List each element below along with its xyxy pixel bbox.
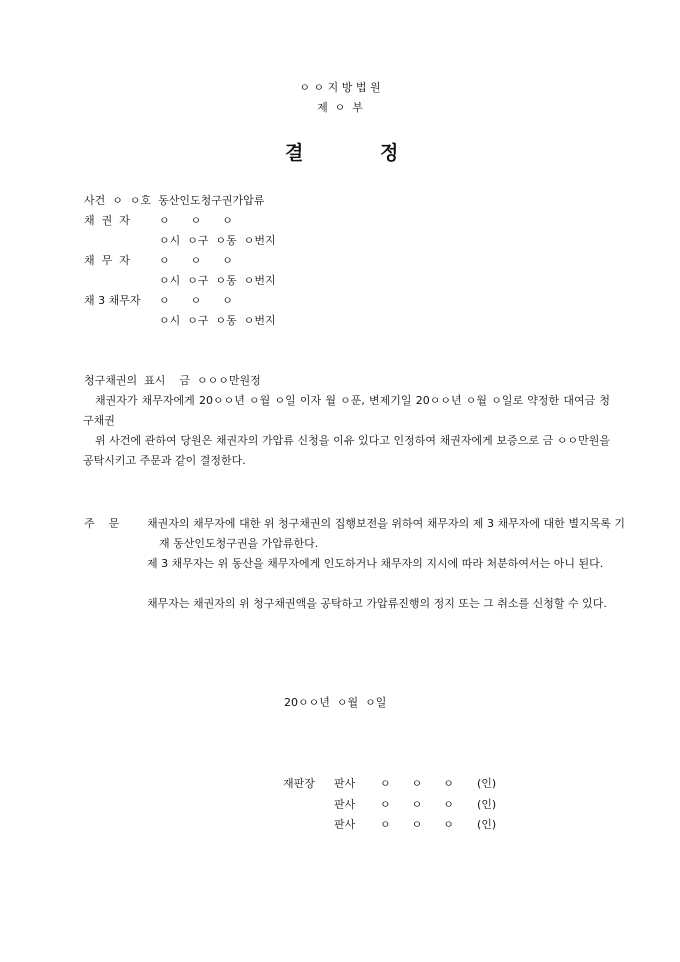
judgment-item-3: 채무자는 채권자의 위 청구채권액을 공탁하고 가압류진행의 정지 또는 그 취소를 신청할 수 있다.	[147, 597, 607, 610]
debtor-label: 채 무 자	[84, 254, 130, 267]
document-title-left: 결	[285, 142, 304, 164]
judge-seal: (인)	[477, 818, 497, 831]
judgment-item-2: 제 3 채무자는 위 동산을 채무자에게 인도하거나 채무자의 지시에 따라 처분하여서는 아니 된다.	[147, 557, 604, 570]
judgment-label: 주 문	[84, 517, 120, 530]
third-debtor-label: 채 3 채무자	[84, 294, 141, 307]
judge-name: ㅇ ㅇ ㅇ	[380, 818, 454, 831]
judge-name: ㅇ ㅇ ㅇ	[380, 798, 454, 811]
judge-title: 판사	[334, 798, 356, 811]
court-division: 제 ㅇ 부	[317, 101, 363, 114]
judge-name: ㅇ ㅇ ㅇ	[380, 777, 454, 790]
third-debtor-address: ㅇ시 ㅇ구 ㅇ동 ㅇ번지	[159, 314, 276, 327]
judge-title: 판사	[334, 818, 356, 831]
decision-reason: 위 사건에 관하여 당원은 채권자의 가압류 신청을 이유 있다고 인정하여 채권자에게 보증으로 금 ㅇㅇ만원을 공탁시키고 주문과 같이 결정한다.	[83, 434, 610, 467]
case-number: 사건 ㅇ ㅇ호 동산인도청구권가압류	[84, 194, 265, 207]
judge-seal: (인)	[477, 777, 497, 790]
creditor-label: 채 권 자	[84, 214, 130, 227]
debtor-address: ㅇ시 ㅇ구 ㅇ동 ㅇ번지	[159, 274, 276, 287]
court-name: ㅇ ㅇ 지 방 법 원	[299, 81, 381, 94]
document-title-right: 정	[380, 142, 399, 164]
presiding-judge-role: 재판장	[283, 777, 315, 790]
debtor-name: ㅇ ㅇ ㅇ	[159, 254, 233, 267]
claim-amount: 청구채권의 표시 금 ㅇㅇㅇ만원정	[84, 374, 261, 387]
creditor-address: ㅇ시 ㅇ구 ㅇ동 ㅇ번지	[159, 234, 276, 247]
judge-title: 판사	[334, 777, 356, 790]
creditor-name: ㅇ ㅇ ㅇ	[159, 214, 233, 227]
third-debtor-name: ㅇ ㅇ ㅇ	[159, 294, 233, 307]
judgment-item-1: 채권자의 채무자에 대한 위 청구채권의 집행보전을 위하여 채무자의 제 3 채무자에 대한 별지목록 기재 동산인도청구권을 가압류한다.	[147, 517, 625, 550]
claim-detail: 채권자가 채무자에게 20ㅇㅇ년 ㅇ월 ㅇ일 이자 월 ㅇ푼, 변제기일 20ㅇㅇ년 ㅇ월 ㅇ일로 약정한 대여금 청구채권	[83, 394, 610, 427]
decision-date: 20ㅇㅇ년 ㅇ월 ㅇ일	[284, 696, 387, 709]
judge-seal: (인)	[477, 798, 497, 811]
